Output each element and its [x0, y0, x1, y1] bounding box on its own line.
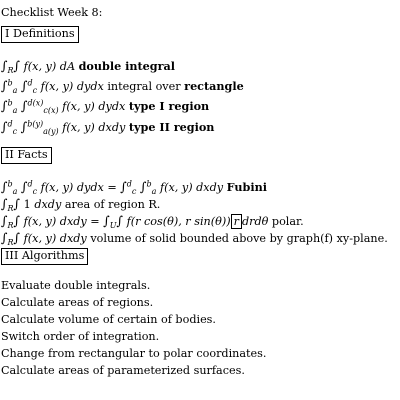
algorithm-item: Calculate areas of parameterized surfaces.	[1, 364, 245, 377]
fact-fubini: ∫$^b_a$ ∫$^d_c$ f(x, y) dydx = ∫$^d_c$ ∫$^b_a$ f(x, y) dxdy Fubini	[1, 179, 267, 197]
fact-polar: $\int_R\int$ f(x, y) dxdy = $\int_U\int$ f(r cos(θ), r sin(θ)) r drdθ polar.	[1, 213, 304, 231]
algorithm-item: Calculate areas of regions.	[1, 296, 154, 309]
fact-area: $\int_R\int$ 1 dxdy area of region R.	[1, 196, 161, 214]
page-title: Checklist Week 8:	[1, 6, 103, 19]
definition-double-integral: $\int_R\int$ f(x, y) dA double integral	[1, 58, 175, 76]
section-heading-algorithms: III Algorithms	[1, 248, 88, 265]
section-heading-definitions: I Definitions	[1, 26, 79, 43]
algorithm-item: Evaluate double integrals.	[1, 279, 151, 292]
definition-type-one-region: ∫$^b_a$ ∫$^{d(x)}_{c(x)}$ f(x, y) dydx type I region	[1, 98, 210, 116]
section-heading-facts: II Facts	[1, 147, 52, 164]
algorithm-item: Calculate volume of certain of bodies.	[1, 313, 216, 326]
fact-volume: $\int_R\int$ f(x, y) dxdy volume of solid bounded above by graph(f) xy-plane.	[1, 230, 388, 248]
algorithm-item: Change from rectangular to polar coordinates.	[1, 347, 267, 360]
definition-type-two-region: ∫$^d_c$ ∫$^{b(y)}_{a(y)}$ f(x, y) dxdy type II region	[1, 119, 215, 137]
definition-rectangle: ∫$^b_a$ ∫$^d_c$ f(x, y) dydx integral over rectangle	[1, 78, 244, 96]
algorithm-item: Switch order of integration.	[1, 330, 160, 343]
